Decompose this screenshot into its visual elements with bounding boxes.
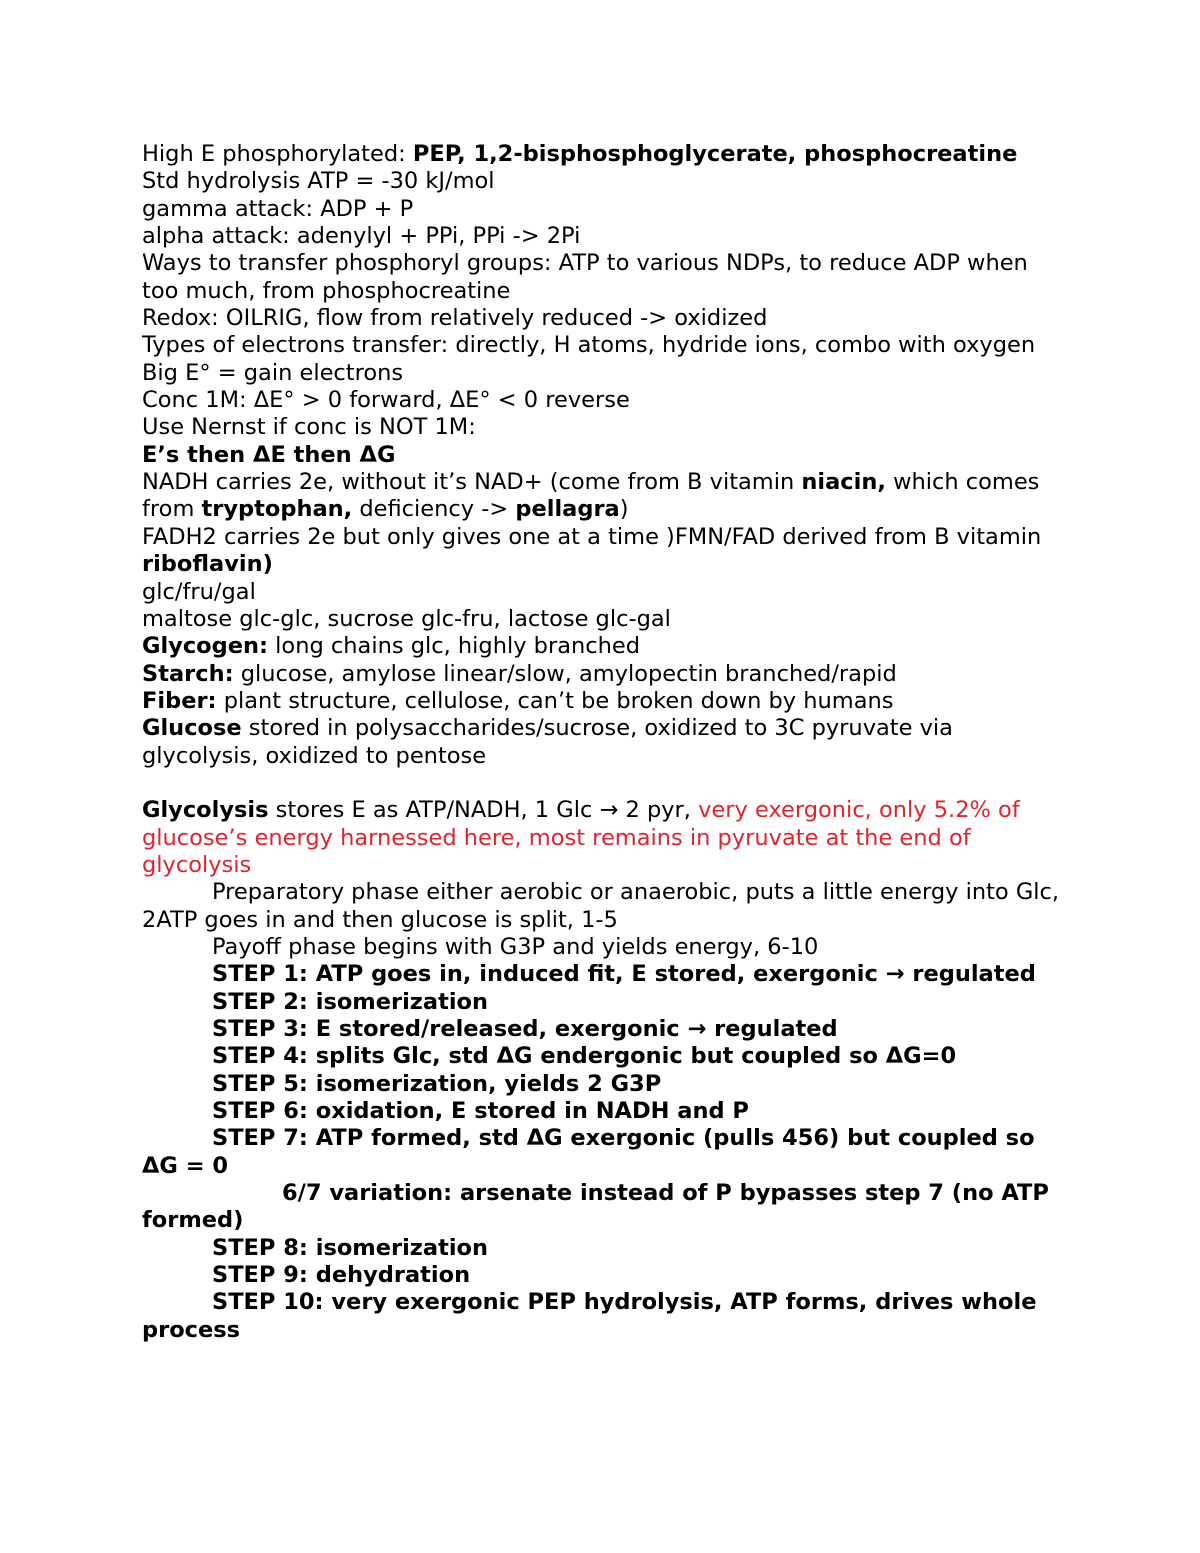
text-span: stores E as ATP/NADH, 1 Glc → 2 pyr, — [268, 797, 699, 824]
text-span: High E phosphorylated: — [142, 141, 413, 167]
text-span: Conc 1M: ΔE° > 0 forward, ΔE° < 0 reverse — [142, 387, 630, 414]
text-line — [142, 934, 1062, 961]
text-span: stored in polysaccharides/sucrose, oxidized to 3C pyruvate via glycolysis, oxidized to pentose — [142, 715, 953, 769]
text-line — [142, 1180, 1062, 1235]
text-span: Preparatory phase either aerobic or anaerobic, puts a little energy into Glc, 2ATP goes in and then glucose is split, 1-5 — [142, 879, 1060, 933]
text-line — [142, 1016, 1062, 1043]
text-line — [142, 1125, 1062, 1180]
text-span: Types of electrons transfer: directly, H atoms, hydride ions, combo with oxygen — [142, 332, 1036, 359]
bold-text: niacin, — [801, 469, 886, 496]
text-span: gamma attack: ADP + P — [142, 195, 414, 222]
text-line — [142, 1289, 1062, 1344]
text-line — [142, 524, 1062, 579]
text-line — [142, 1235, 1062, 1262]
text-line — [142, 989, 1062, 1016]
text-line — [142, 879, 1062, 934]
bold-text: 6/7 variation: arsenate instead of P bypasses step 7 (no ATP formed) — [142, 1180, 1049, 1234]
text-span: Use Nernst if conc is NOT 1M: — [142, 414, 476, 441]
text-span: Redox: OILRIG, flow from relatively reduced -> oxidized — [142, 305, 768, 332]
bold-text: STEP 5: isomerization, yields 2 G3P — [212, 1070, 662, 1097]
text-line — [142, 168, 1062, 195]
bold-text: E’s then ΔE then ΔG — [142, 441, 396, 468]
bold-text: STEP 4: splits Glc, std ΔG endergonic but coupled so ΔG=0 — [212, 1043, 957, 1070]
text-span: alpha attack: adenylyl + PPi, PPi -> 2Pi — [142, 223, 581, 250]
blank-line — [142, 770, 1062, 797]
text-span: plant structure, cellulose, can’t be broken down by humans — [216, 687, 894, 714]
text-line — [142, 1262, 1062, 1289]
bold-text: STEP 7: ATP formed, std ΔG exergonic (pulls 456) but coupled so ΔG = 0 — [142, 1125, 1035, 1179]
bold-text: STEP 3: E stored/released, exergonic → regulated — [212, 1016, 838, 1042]
bold-text: STEP 2: isomerization — [212, 988, 489, 1015]
bold-text: Glycolysis — [142, 797, 269, 824]
text-line — [142, 305, 1062, 332]
bold-text: pellagra — [515, 496, 620, 523]
bold-text: Fiber: — [142, 687, 217, 714]
text-line — [142, 442, 1062, 469]
text-line — [142, 1043, 1062, 1070]
text-line — [142, 579, 1062, 606]
text-span: glucose, amylose linear/slow, amylopectin branched/rapid — [233, 660, 897, 687]
highlighted-text: very exergonic, only 5.2% of glucose’s energy harnessed here, most remains in pyruvate at the end of glycolysis — [142, 797, 1020, 878]
text-line — [142, 332, 1062, 359]
bold-text: STEP 9: dehydration — [212, 1262, 471, 1289]
text-line — [142, 469, 1062, 524]
text-line — [142, 360, 1062, 387]
text-line — [142, 223, 1062, 250]
text-span: long chains glc, highly branched — [268, 633, 641, 660]
text-span: Payoff phase begins with G3P and yields energy, 6-10 — [212, 933, 819, 960]
text-line — [142, 1098, 1062, 1125]
text-span: FADH2 carries 2e but only gives one at a time )FMN/FAD derived from B vitamin — [142, 523, 1042, 550]
text-span: Ways to transfer phosphoryl groups: ATP to various NDPs, to reduce ADP when too much, from phosphocreatine — [142, 250, 1028, 304]
text-span: maltose glc-glc, sucrose glc-fru, lactose glc-gal — [142, 605, 671, 632]
text-line — [142, 250, 1062, 305]
text-line — [142, 715, 1062, 770]
bold-text: Glycogen: — [142, 633, 269, 660]
text-line — [142, 196, 1062, 223]
text-span: NADH carries 2e, without it’s NAD+ (come from B vitamin — [142, 469, 802, 496]
text-span: glc/fru/gal — [142, 578, 256, 605]
text-line — [142, 661, 1062, 688]
text-line — [142, 414, 1062, 441]
bold-text: riboflavin) — [142, 551, 273, 578]
text-span: Std hydrolysis ATP = -30 kJ/mol — [142, 168, 495, 195]
bold-text: Glucose — [142, 715, 242, 742]
bold-text: PEP, 1,2-bisphosphoglycerate, phosphocreatine — [412, 141, 1018, 167]
bold-text: STEP 8: isomerization — [212, 1234, 489, 1261]
bold-text: STEP 10: very exergonic PEP hydrolysis, ATP forms, drives whole process — [142, 1289, 1037, 1343]
text-line — [142, 1071, 1062, 1098]
bold-text: tryptophan, — [201, 496, 353, 523]
text-line — [142, 141, 1062, 168]
text-line — [142, 387, 1062, 414]
bold-text: STEP 1: ATP goes in, induced fit, E stored, exergonic → regulated — [212, 961, 1036, 988]
text-line — [142, 606, 1062, 633]
text-line — [142, 797, 1062, 879]
text-line — [142, 688, 1062, 715]
text-span: which comes from — [142, 469, 1040, 523]
bold-text: Starch: — [142, 660, 234, 687]
text-span: ) — [619, 496, 629, 523]
text-line — [142, 633, 1062, 660]
text-span: deficiency -> — [352, 496, 516, 523]
text-line — [142, 961, 1062, 988]
text-span: Big E° = gain electrons — [142, 359, 404, 386]
bold-text: STEP 6: oxidation, E stored in NADH and P — [212, 1098, 749, 1125]
document-body — [142, 141, 1062, 1344]
